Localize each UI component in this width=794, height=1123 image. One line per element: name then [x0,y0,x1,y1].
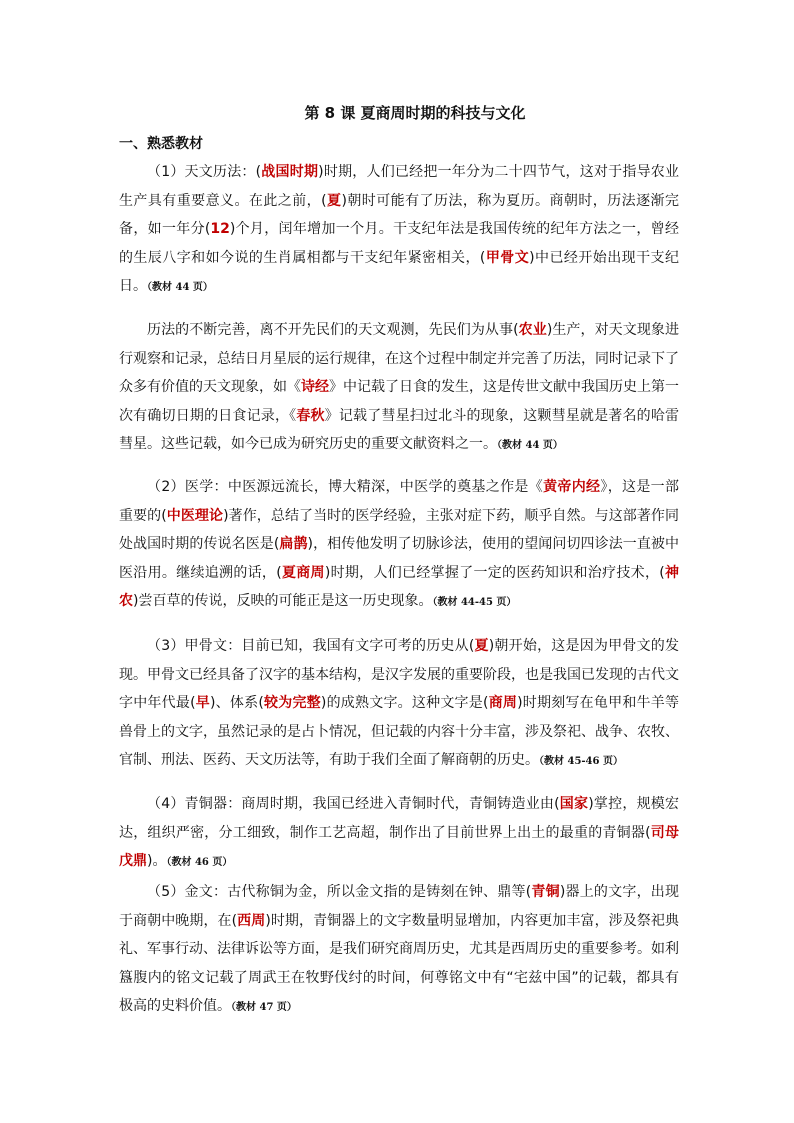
text-segment: )时期，人们已经掌握了一定的医药知识和治疗技术，( [324,564,665,581]
text-segment: )著作，总结了当时的医学经验，主张对症下药，顺乎自然。与这部著作同处战国时期的传说名医是( [119,507,680,553]
text-segment: )个月，闰年增加一个月。干支纪年法是我国传统的纪年方法之一，曾经的生辰八字和如今说的生肖属相都与干支纪年紧密相关，( [119,221,679,266]
text-segment: )。 [147,853,167,870]
answer-highlight: 中医理论 [166,507,224,524]
paragraph-calendar-observation [119,316,679,461]
answer-highlight: 神农 [119,564,680,610]
text-segment: )生产，对天文现象进行观察和记录，总结日月星辰的运行规律，在这个过程中制定并完善了历法，同时记录下了众多有价值的天文现象，如《 [119,322,679,396]
textbook-page-ref: （教材 47 页） [231,1002,297,1014]
answer-highlight: 诗经 [301,379,329,396]
text-segment: )器上的文字，出现于商朝中晚期，在( [119,884,680,929]
answer-highlight: 夏 [474,638,489,654]
textbook-page-ref: （教材 44 页） [147,282,213,294]
answer-highlight: 夏 [326,192,342,209]
text-segment: （3）甲骨文：目前已知，我国有文字可考的历史从( [147,638,475,654]
answer-highlight: 国家 [559,796,589,812]
text-segment: )时期，人们已经把一年分为二十四节气，这对于指导农业生产具有重要意义。在此之前，( [119,164,679,209]
text-segment: )的成熟文字。这种文字是( [320,695,489,712]
textbook-page-ref: （教材 44 页） [497,440,563,452]
answer-highlight: 司母戊鼎 [119,824,679,870]
textbook-page-ref: （教材 45-46 页） [539,756,623,768]
answer-highlight: 战国时期 [261,164,319,180]
answer-highlight: 早 [195,695,210,712]
text-segment: （2）医学：中医源远流长，博大精深，中医学的奠基之作是《 [147,479,544,495]
section-heading: 一、熟悉教材 [119,136,203,152]
answer-highlight: 甲骨文 [485,249,530,266]
text-segment: )、体系( [210,695,264,712]
paragraph-astronomy [119,158,679,303]
paragraph-oracle-bone [119,632,679,777]
text-segment: )朝开始，这是因为甲骨文的发现。甲骨文已经具备了汉字的基本结构，是汉字发展的重要阶段，也是我国已发现的古代文字中年代最( [119,638,680,712]
text-segment: （5）金文：古代称铜为金，所以金文指的是铸刻在钟、鼎等( [147,884,532,900]
textbook-page-ref: （教材 44-45 页） [432,597,517,609]
textbook-page-ref: （教材 46 页） [166,857,233,869]
answer-highlight: 农业 [518,322,547,338]
answer-highlight: 青铜 [531,884,560,900]
answer-highlight: 黄帝内经 [543,479,601,495]
answer-highlight: 西周 [237,912,266,929]
answer-highlight: 夏商周 [281,564,325,581]
text-segment: )，相传他发明了切脉诊法，使用的望闻问切四诊法一直被中医沿用。继续追溯的话，( [119,536,679,581]
text-segment: )时期刻写在龟甲和牛羊等兽骨上的文字，虽然记录的是占卜情况，但记载的内容十分丰富，涉及祭祀、战争、农牧、官制、刑法、医药、天文历法等，有助于我们全面了解商朝的历史。 [119,695,679,769]
text-segment: )时期，青铜器上的文字数量明显增加，内容更加丰富，涉及祭祀典礼、军事行动、法律诉讼等方面，是我们研究商周历史，尤其是西周历史的重要参考。如利簋腹内的铭文记载了周武王在牧野伐纣的时间，何尊铭文中有“宅兹中国”的记载，都具有极高的史料价值。 [119,912,679,1015]
text-segment: )尝百草的传说，反映的可能正是这一历史现象。 [133,593,433,610]
answer-highlight: 12 [210,221,230,238]
text-segment: （4）青铜器：商周时期，我国已经进入青铜时代，青铜铸造业由( [147,796,560,812]
paragraph-medicine [119,473,679,618]
text-segment: 历法的不断完善，离不开先民们的天文观测，先民们为从事( [147,322,519,338]
answer-highlight: 春秋 [296,407,325,424]
answer-highlight: 扁鹊 [279,536,308,553]
text-segment: 》记载了彗星扫过北斗的现象，这颗彗星就是著名的哈雷彗星。这些记载，如今已成为研究历史的重要文献资料之一。 [119,407,680,453]
lesson-title: 第 8 课 夏商周时期的科技与文化 [304,104,526,122]
text-segment: )中已经开始出现干支纪日。 [119,249,679,295]
paragraph-bronze [119,790,679,878]
paragraph-bronze-inscription [119,878,679,1023]
text-segment: 》中记载了日食的发生，这是传世文献中我国历史上第一次有确切日期的日食记录，《 [119,379,679,424]
answer-highlight: 较为完整 [263,695,321,712]
text-segment: 》，这是一部重要的( [119,479,680,524]
text-segment: )掌控，规模宏达，组织严密，分工细致，制作工艺高超，制作出了目前世界上出土的最重的青铜器( [119,796,679,841]
text-segment: （1）天文历法：( [147,164,262,180]
answer-highlight: 商周 [488,695,518,712]
text-segment: )朝时可能有了历法，称为夏历。商朝时，历法逐渐完备，如一年分( [119,192,679,238]
